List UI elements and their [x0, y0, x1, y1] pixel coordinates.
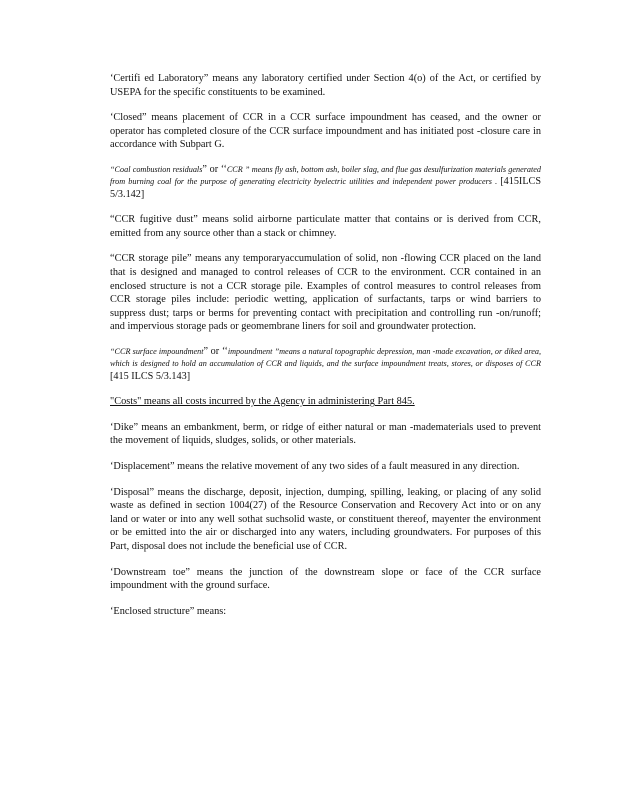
- definition-dike: ‘Dike” means an embankment, berm, or ridge of either natural or man -madematerials used to prevent the movement of liquids, sludges, solids, or other materials.: [110, 421, 541, 447]
- definition-ccr-fugitive-dust: “CCR fugitive dust” means solid airborne particulate matter that contains or is derived from CCR, emitted from any source other than a stack or chimney.: [110, 214, 541, 239]
- definition-ccr-surface-impoundment: [110, 346, 541, 383]
- definition-body: impoundment ”means a natural topographic depression, man -made excavation, or diked area, which is designed to hold an accumulation of CCR and liquids, and the surface impoundment treats, stores, or disposes of CCR: [110, 346, 541, 369]
- definition-certified-laboratory: ‘Certifi ed Laboratory” means any laboratory certified under Section 4(o) of the Act, or certified by USEPA for the specific constituents to be examined.: [110, 73, 541, 98]
- definition-costs: "Costs" means all costs incurred by the Agency in administering Part 845.: [110, 396, 415, 408]
- definition-enclosed-structure: ‘Enclosed structure” means:: [110, 605, 227, 617]
- definitions-list: [110, 72, 541, 630]
- statute-citation: [415ILCS 5/3.142]: [110, 176, 541, 200]
- definition-disposal: ‘Disposal” means the discharge, deposit, injection, dumping, spilling, leaking, or placing of any solid waste as defined in section 1004(27) of the Resource Conservation and Recovery Act into or on any land or water or into any well sothat suchsolid waste, or constituent thereof, mayenter the environment or be emitted into the air or discharged into any waters, including groundwaters. For purposes of this Part, disposal does not include the beneficial use of CCR.: [110, 486, 541, 552]
- definition-ccr-storage-pile: “CCR storage pile” means any temporaryaccumulation of solid, non -flowing CCR placed on the land that is designed and managed to control releases of CCR to the environment. CCR contained in an enclosed structure is not a CCR storage pile. Examples of control measures to control releases from CCR storage piles include: periodic wetting, application of surfactants, tarps or wind barriers to suppress dust; tarps or berms for preventing contact with precipitation and controlling run -on/runoff; and impervious storage pads or geomembrane liners for soil and groundwater protection.: [110, 253, 541, 333]
- term-or: ” or ‘‘: [202, 163, 227, 175]
- term-or: ” or ‘‘: [203, 345, 228, 357]
- definition-downstream-toe: ‘Downstream toe” means the junction of the downstream slope or face of the CCR surface impoundment with the ground surface.: [110, 566, 541, 592]
- definition-coal-combustion-residuals: [110, 164, 541, 201]
- definition-displacement: ‘Displacement” means the relative movement of any two sides of a fault measured in any direction.: [110, 460, 520, 472]
- definition-body: CCR ” means fly ash, bottom ash, boiler slag, and flue gas desulfurization materials generated from burning coal for the purpose of generating electricity byelectric utilities and independent power producers .: [110, 164, 541, 187]
- definition-closed: ‘Closed” means placement of CCR in a CCR surface impoundment has ceased, and the owner or operator has completed closure of the CCR surface impoundment and has initiated post -closure care in accordance with Subpart G.: [110, 112, 541, 151]
- term-italic: “CCR surface impoundment: [110, 346, 204, 356]
- term-italic: “Coal combustion residuals: [110, 164, 203, 174]
- statute-citation: [415 ILCS 5/3.143]: [110, 370, 191, 382]
